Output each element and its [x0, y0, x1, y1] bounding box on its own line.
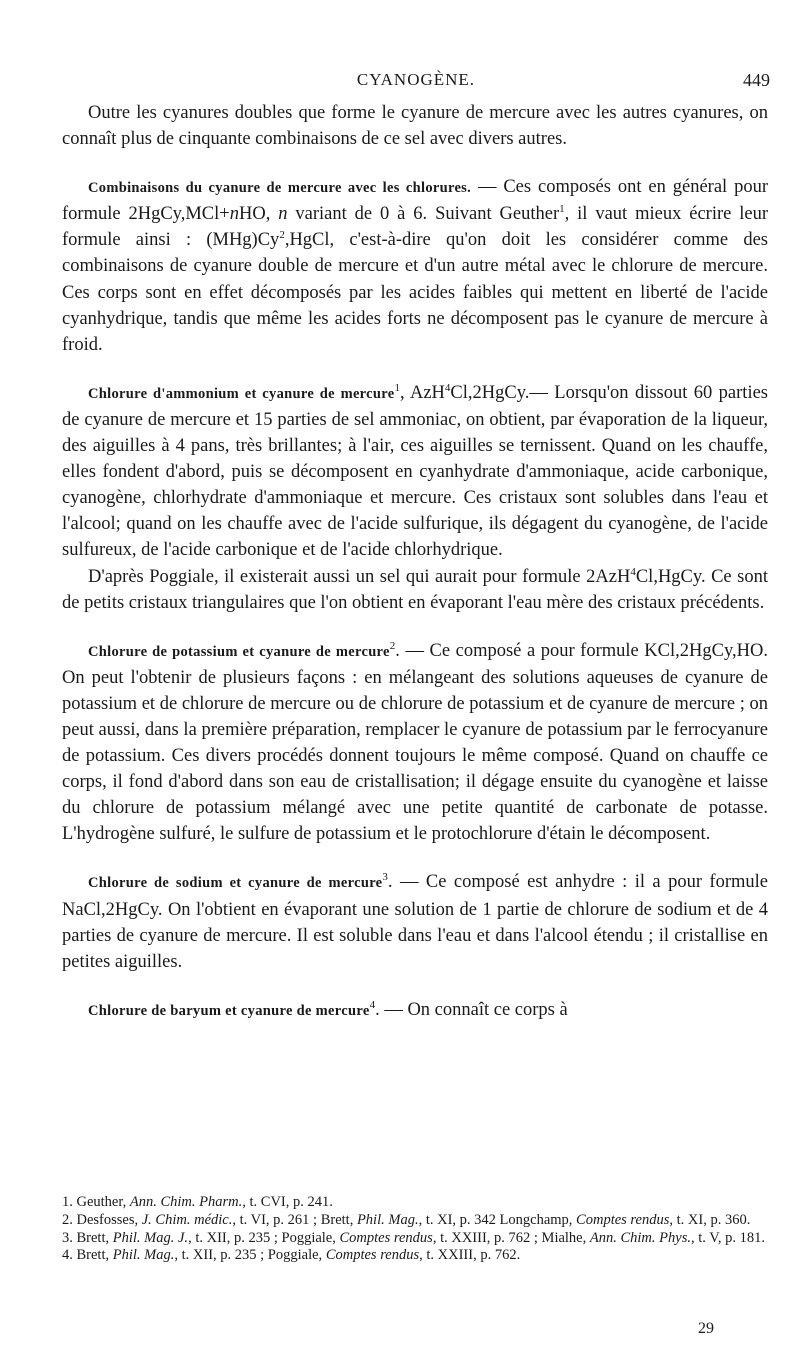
paragraph-ammonium: Chlorure d'ammonium et cyanure de mercure$^1$, AzH$^4$Cl,2HgCy.— Lorsqu'on dissout 60 parties de cyanure de mercure et 15 parties de sel ammoniac, on obtient, par évaporation de la liqueur, des aiguilles à 4 pans, très brillantes; à l'air, ces aiguilles se ternissent. Quand on les chauffe, elles fondent d'abord, puis se décomposent en cyanhydrate d'ammoniaque, acide carbonique, cyanogène, chlorhydrate d'ammoniaque et mercure. Ces cristaux sont solubles dans l'eau et l'alcool; quand on les chauffe avec de l'acide sulfurique, ils dégagent du cyanogène, de l'acide sulfureux, de l'acide carbonique et de l'acide chlorhydrique. — [62, 381, 768, 561]
section-lead: Chlorure de potassium et cyanure de mercure — [88, 643, 390, 660]
section-lead: Chlorure d'ammonium et cyanure de mercure — [88, 385, 395, 402]
paragraph-sodium: Chlorure de sodium et cyanure de mercure$^3$. — Ce composé est anhydre : il a pour formule NaCl,2HgCy. On l'obtient en évaporant une solution de 1 partie de chlorure de sodium et de 4 parties de cyanure de mercure. Il est soluble dans l'eau et dans l'alcool étendu ; il cristallise en petites aiguilles. — [62, 871, 768, 972]
section-lead: Combinaisons du cyanure de mercure avec les chlorures. — [88, 180, 472, 197]
footnote-ref: 2 — [389, 639, 396, 652]
paragraph-potassium: Chlorure de potassium et cyanure de mercure$^2$. — Ce composé a pour formule KCl,2HgCy,HO. On peut l'obtenir de plusieurs façons : en mélangeant des solutions aqueuses de cyanure de potassium et de chlorure de mercure ou de chlorure de potassium et de cyanure de mercure ; on peut aussi, dans la première préparation, remplacer le cyanure de potassium par le ferrocyanure de potassium. Ces divers procédés donnent toujours le même composé. Quand on chauffe ce corps, il fond d'abord dans son eau de cristallisation; il dégage ensuite du cyanogène et laisse du chlorure de potassium mélangé avec une petite quantité de carbonate de potasse. L'hydrogène sulfuré, le sulfure de potassium et le protochlorure d'étain le décomposent. — [62, 639, 768, 845]
intro-paragraph: Outre les cyanures doubles que forme le cyanure de mercure avec les autres cyanures, on connaît plus de cinquante combinaisons de ce sel avec divers autres. — [62, 103, 768, 150]
footnote-ref: 3 — [382, 871, 388, 884]
footnotes — [62, 1194, 770, 1265]
running-title: CYANOGÈNE. — [356, 70, 476, 89]
paragraph-baryum: Chlorure de baryum et cyanure de mercure$^4$. — On connaît ce corps à — [88, 998, 568, 1020]
section-lead: Chlorure de baryum et cyanure de mercure — [88, 1002, 370, 1019]
footnote-ref: 1 — [394, 381, 400, 394]
page-number: 449 — [743, 70, 770, 90]
paragraph-poggiale: D'après Poggiale, il existerait aussi un sel qui aurait pour formule 2AzH$^4$Cl,HgCy. Ce sont de petits cristaux triangulaires que l'on obtient en évaporant l'eau mère des cristaux précédents. — [62, 565, 768, 613]
paragraph-chlorures: Combinaisons du cyanure de mercure avec les chlorures. — Ces composés ont en général pour formule 2HgCy,MCl+nHO, n variant de 0 à 6. Suivant Geuther$^1$, il vaut mieux écrire leur formule ainsi : (MHg)Cy$^2$,HgCl, c'est-à-dire qu'on doit les considérer comme des combinaisons de cyanure double de mercure et d'un autre métal avec le chlorure de mercure. Ces corps sont en effet décomposés par les acides faibles qui mettent en liberté de l'acide cyanhydrique, tandis que même les acides forts ne décomposent pas le cyanure de mercure à froid. — [62, 177, 768, 355]
running-head — [62, 70, 770, 96]
body-text — [62, 100, 768, 1024]
section-lead: Chlorure de sodium et cyanure de mercure — [88, 875, 383, 892]
footnote-2: 2. Desfosses, J. Chim. médic., t. VI, p. 261 ; Brett, Phil. Mag., t. XI, p. 342 Longchamp, Comptes rendus, t. XI, p. 360. — [62, 1211, 751, 1228]
signature-mark: 29 — [698, 1320, 714, 1337]
footnote-1: 1. Geuther, Ann. Chim. Pharm., t. CVI, p. 241. — [62, 1194, 333, 1210]
footnote-3: 3. Brett, Phil. Mag. J., t. XII, p. 235 ; Poggiale, Comptes rendus, t. XXIII, p. 762 ; Mialhe, Ann. Chim. Phys., t. V, p. 181. — [62, 1229, 765, 1246]
footnote-ref: 1 — [559, 203, 565, 216]
footnote-ref: 4 — [369, 998, 376, 1011]
footnote-4: 4. Brett, Phil. Mag., t. XII, p. 235 ; Poggiale, Comptes rendus, t. XXIII, p. 762. — [62, 1247, 521, 1264]
